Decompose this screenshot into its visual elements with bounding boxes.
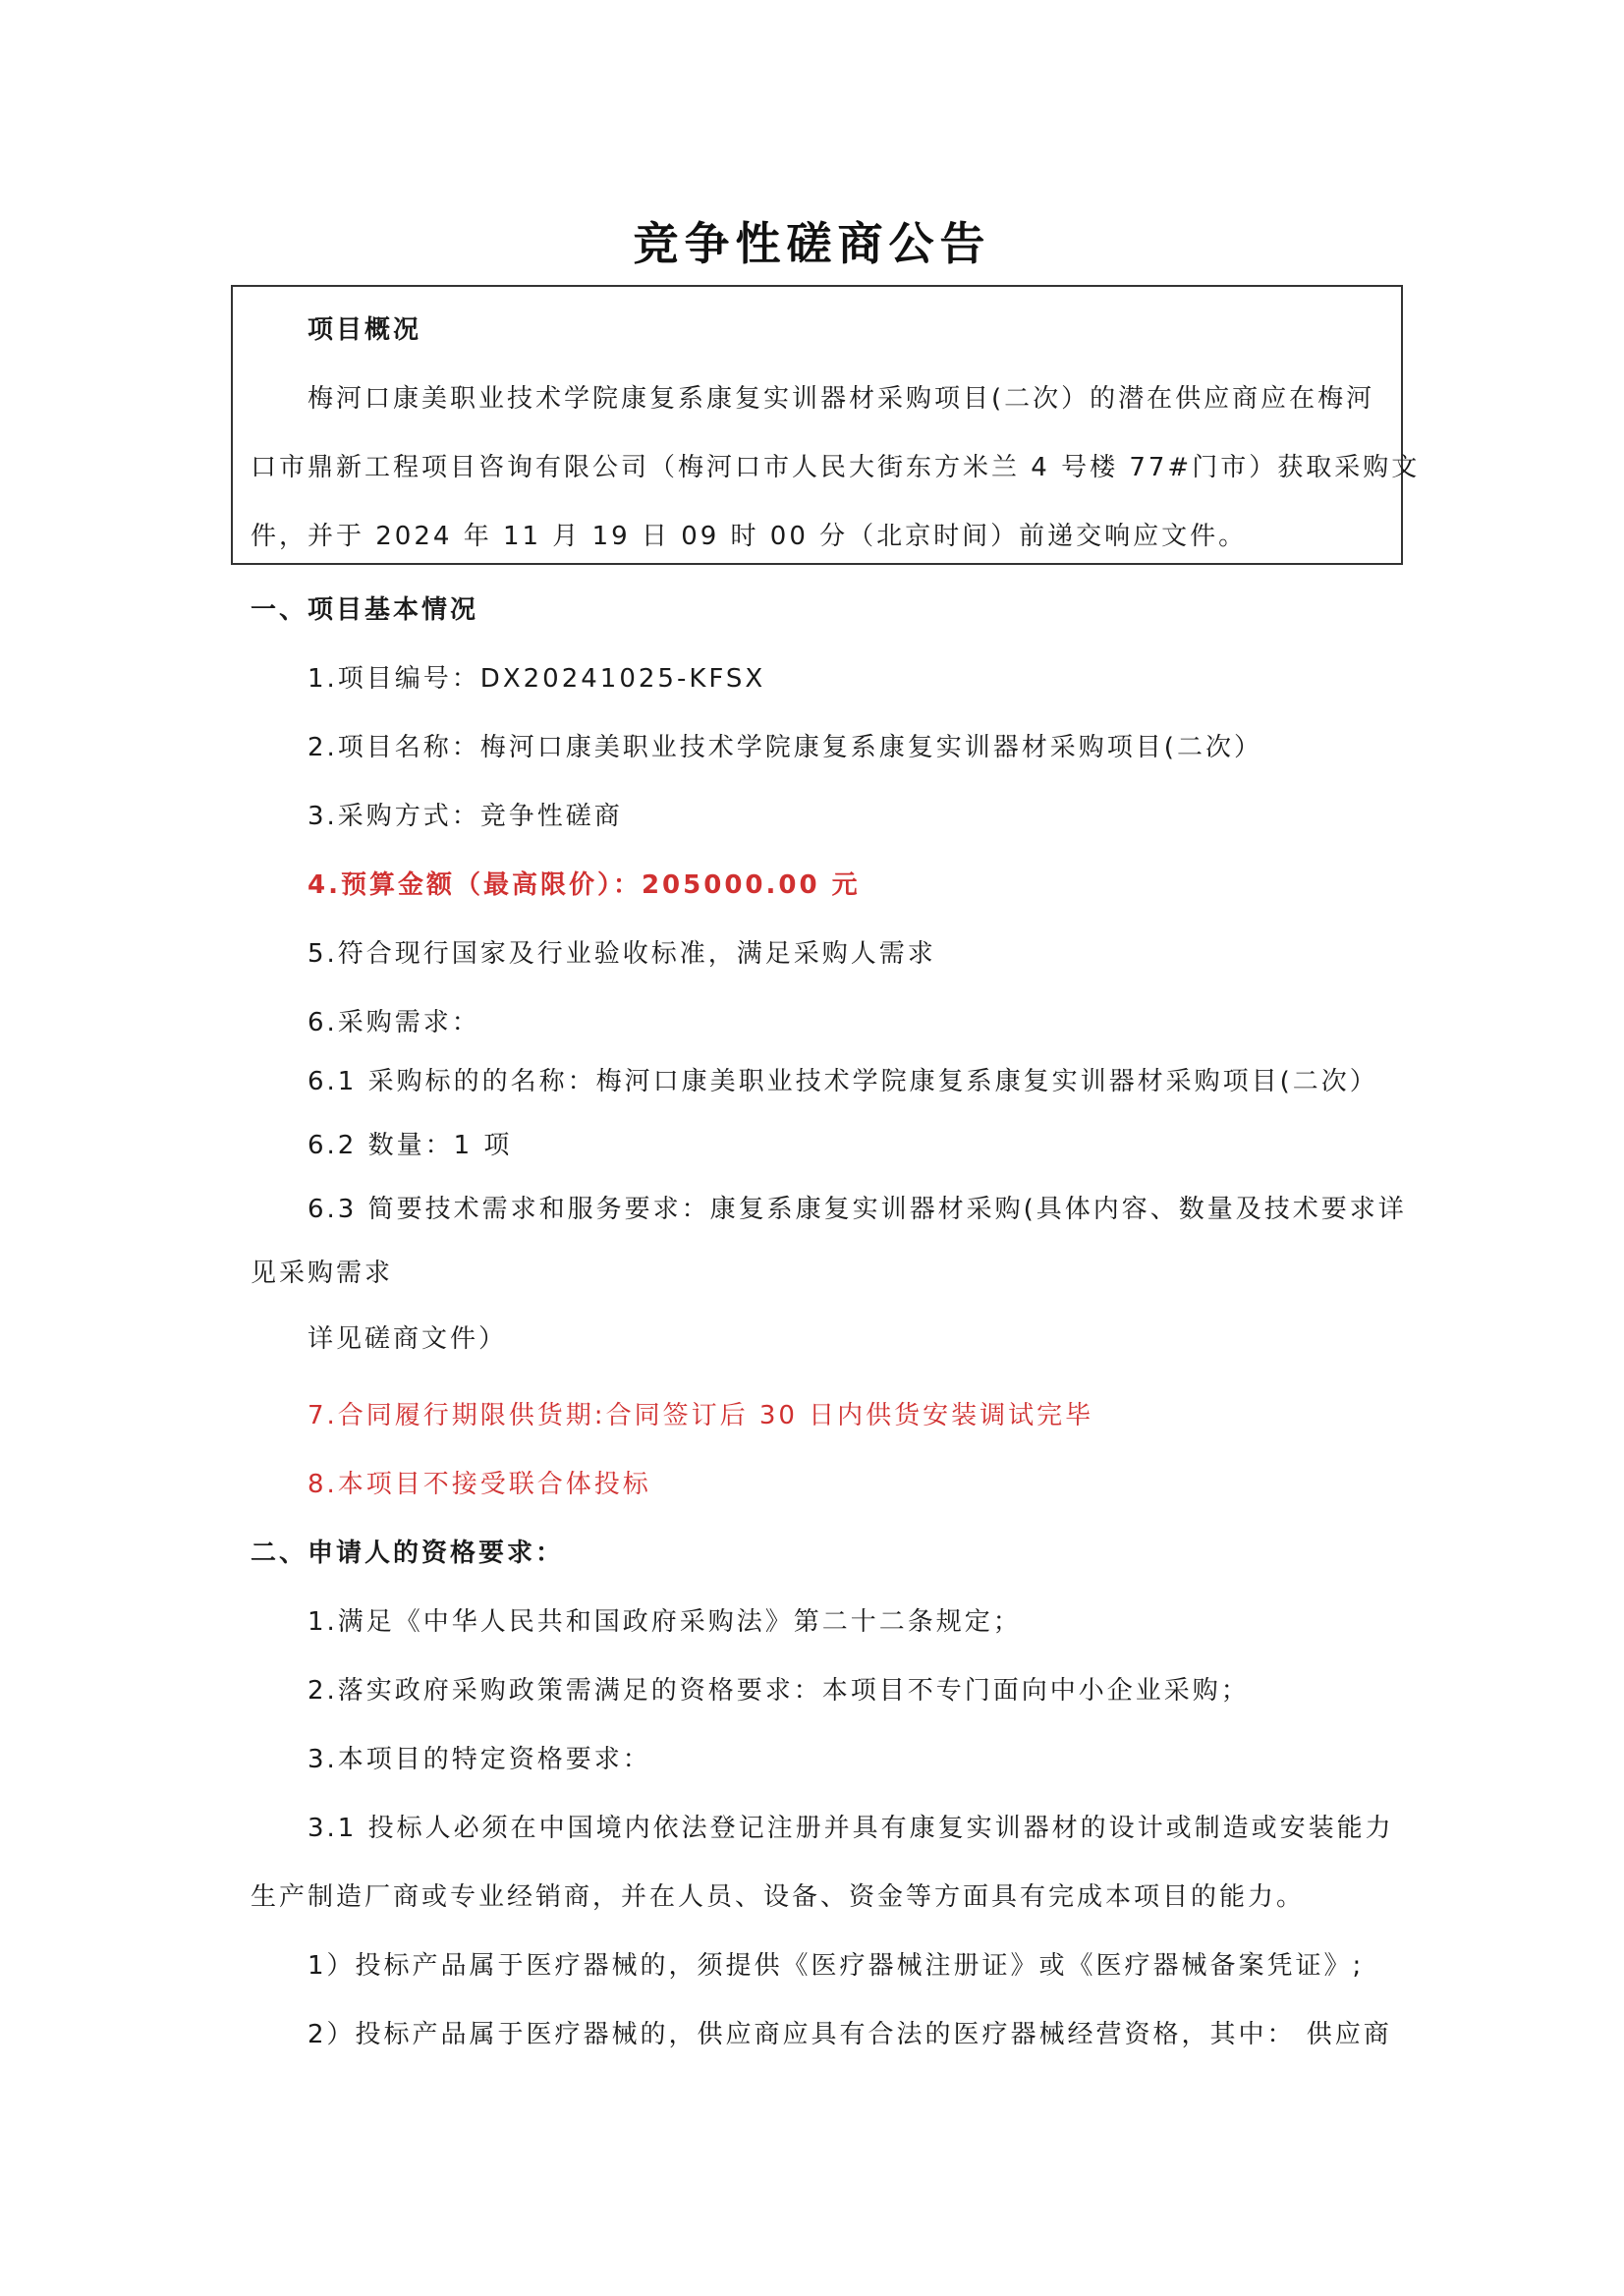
- qual-item-2: 2.落实政府采购政策需满足的资格要求：本项目不专门面向中小企业采购；: [308, 1676, 1250, 1706]
- qual-sub-item-2: 2）投标产品属于医疗器械的，供应商应具有合法的医疗器械经营资格，其中： 供应商: [308, 2020, 1392, 2049]
- item-procurement-method: 3.采购方式：竞争性磋商: [308, 802, 623, 831]
- item-project-name: 2.项目名称：梅河口康美职业技术学院康复系康复实训器材采购项目(二次）: [308, 733, 1262, 762]
- qual-item-3: 3.本项目的特定资格要求：: [308, 1745, 651, 1774]
- overview-heading: 项目概况: [308, 315, 422, 345]
- overview-line-1: 梅河口康美职业技术学院康复系康复实训器材采购项目(二次）的潜在供应商应在梅河: [308, 384, 1375, 414]
- item-see-documents: 详见磋商文件）: [308, 1324, 508, 1354]
- item-subject-name: 6.1 采购标的的名称：梅河口康美职业技术学院康复系康复实训器材采购项目(二次）: [308, 1067, 1378, 1096]
- qual-item-1: 1.满足《中华人民共和国政府采购法》第二十二条规定；: [308, 1607, 1022, 1637]
- item-delivery-period: 7.合同履行期限供货期:合同签订后 30 日内供货安装调试完毕: [308, 1401, 1094, 1430]
- section-2-heading: 二、申请人的资格要求：: [251, 1539, 565, 1568]
- item-procurement-needs: 6.采购需求：: [308, 1008, 480, 1037]
- item-technical-requirements-cont: 见采购需求: [251, 1259, 394, 1288]
- item-acceptance-standard: 5.符合现行国家及行业验收标准，满足采购人需求: [308, 939, 936, 969]
- qual-sub-item-1: 1）投标产品属于医疗器械的，须提供《医疗器械注册证》或《医疗器械备案凭证》;: [308, 1951, 1365, 1981]
- item-technical-requirements: 6.3 简要技术需求和服务要求：康复系康复实训器材采购(具体内容、数量及技术要求详: [308, 1195, 1407, 1224]
- section-1-heading: 一、项目基本情况: [251, 595, 479, 625]
- item-quantity: 6.2 数量：1 项: [308, 1131, 513, 1160]
- qual-item-3-1: 3.1 投标人必须在中国境内依法登记注册并具有康复实训器材的设计或制造或安装能力: [308, 1814, 1394, 1843]
- document-title: 竞争性磋商公告: [633, 217, 991, 270]
- qual-item-3-1-cont: 生产制造厂商或专业经销商，并在人员、设备、资金等方面具有完成本项目的能力。: [251, 1882, 1306, 1912]
- overview-line-2: 口市鼎新工程项目咨询有限公司（梅河口市人民大街东方米兰 4 号楼 77#门市）获取采购文: [251, 453, 1421, 482]
- item-project-number: 1.项目编号：DX20241025-KFSX: [308, 664, 766, 694]
- item-budget-amount: 4.预算金额（最高限价）：205000.00 元: [308, 870, 861, 900]
- item-no-consortium: 8.本项目不接受联合体投标: [308, 1470, 651, 1499]
- overview-line-3: 件，并于 2024 年 11 月 19 日 09 时 00 分（北京时间）前递交响应文件。: [251, 522, 1248, 551]
